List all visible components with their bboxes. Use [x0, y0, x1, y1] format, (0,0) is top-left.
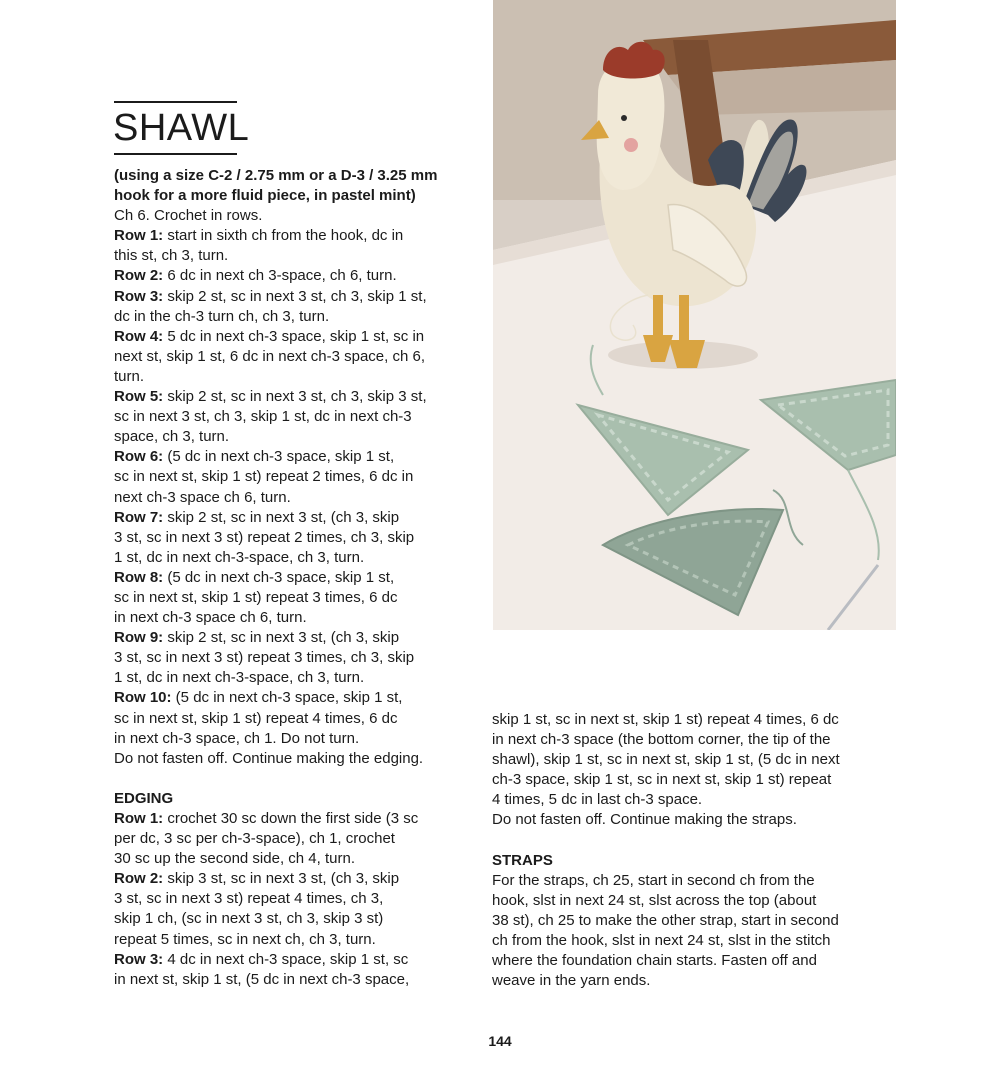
instruction-line: [114, 829, 464, 849]
row-label: Row 6:: [114, 448, 164, 466]
instruction-text: 5 dc in next ch-3 space, skip 1 st, sc in: [163, 327, 425, 345]
instruction-text: sc in next st, skip 1 st) repeat 2 times, 6 dc in: [114, 468, 414, 486]
instruction-line: [492, 911, 892, 931]
instruction-text: For the straps, ch 25, start in second ch from the: [492, 871, 815, 889]
instruction-text: skip 2 st, sc in next 3 st, ch 3, skip 3 st,: [163, 388, 427, 406]
instruction-text: skip 2 st, sc in next 3 st, ch 3, skip 1 st,: [163, 287, 427, 305]
row-label: (using a size C-2 / 2.75 mm or a D-3 / 3.25 mm: [114, 167, 438, 184]
instruction-text: 1 st, dc in next ch-3-space, ch 3, turn.: [114, 548, 365, 566]
instruction-line: [492, 770, 892, 790]
instruction-text: crochet 30 sc down the first side (3 sc: [163, 810, 419, 827]
instruction-line: [492, 871, 892, 891]
instruction-text: 6 dc in next ch 3-space, ch 6, turn.: [163, 267, 397, 285]
instruction-text: Do not fasten off. Continue making the edging.: [114, 749, 424, 767]
instruction-line: [114, 226, 464, 246]
instruction-line: [492, 790, 892, 810]
instruction-line: [114, 568, 464, 588]
page-title: SHAWL: [113, 107, 250, 149]
instruction-line: [114, 427, 464, 447]
instruction-text: skip 1 st, sc in next st, skip 1 st) repeat 4 times, 6 dc: [492, 711, 839, 728]
instruction-text: in next ch-3 space, ch 1. Do not turn.: [114, 729, 360, 747]
instruction-text: in next ch-3 space (the bottom corner, the tip of the: [492, 731, 831, 749]
instruction-line: [114, 528, 464, 548]
row-label: Row 9:: [114, 629, 164, 647]
instruction-text: skip 2 st, sc in next 3 st, (ch 3, skip: [163, 629, 400, 647]
row-label: Row 10:: [114, 689, 172, 707]
instruction-text: Ch 6. Crochet in rows.: [114, 207, 263, 225]
row-label: Row 2:: [114, 267, 164, 285]
instruction-line: [114, 467, 464, 487]
instruction-text: (5 dc in next ch-3 space, skip 1 st,: [171, 689, 403, 707]
instruction-line: [492, 931, 892, 951]
instruction-text: space, ch 3, turn.: [114, 428, 230, 446]
instruction-line: [114, 488, 464, 508]
row-label: Row 1:: [114, 810, 164, 827]
instruction-text: in next st, skip 1 st, (5 dc in next ch-3 space,: [114, 970, 410, 988]
instruction-line: [114, 508, 464, 528]
instruction-line: [114, 909, 464, 929]
row-label: Row 8:: [114, 568, 164, 586]
instruction-text: per dc, 3 sc per ch-3-space), ch 1, crochet: [114, 830, 395, 848]
instruction-line: [114, 970, 464, 990]
title-rule-top: [114, 101, 237, 103]
instruction-text: start in sixth ch from the hook, dc in: [163, 227, 404, 245]
instruction-line: [114, 266, 464, 286]
instruction-text: next st, skip 1 st, 6 dc in next ch-3 space, ch 6,: [114, 347, 425, 365]
instruction-line: [492, 730, 892, 750]
instruction-text: sc in next st, skip 1 st) repeat 3 times, 6 dc: [114, 588, 398, 606]
instruction-line: [492, 971, 892, 991]
instruction-text: skip 2 st, sc in next 3 st, (ch 3, skip: [163, 508, 400, 526]
instruction-line: [114, 729, 464, 749]
instruction-text: dc in the ch-3 turn ch, ch 3, turn.: [114, 307, 330, 325]
row-label: Row 5:: [114, 388, 164, 406]
paragraph-gap: [492, 831, 892, 851]
instruction-line: [114, 809, 464, 829]
instruction-text: ch from the hook, slst in next 24 st, slst in the stitch: [492, 932, 831, 950]
instruction-text: hook, slst in next 24 st, slst across the top (about: [492, 891, 817, 909]
instruction-line: [114, 327, 464, 347]
row-label: Row 3:: [114, 950, 164, 968]
instruction-line: [114, 186, 464, 206]
instruction-text: 3 st, sc in next 3 st) repeat 2 times, ch 3, skip: [114, 528, 415, 546]
instruction-line: [114, 387, 464, 407]
instruction-text: repeat 5 times, sc in next ch, ch 3, turn.: [114, 930, 376, 948]
instruction-text: skip 3 st, sc in next 3 st, (ch 3, skip: [163, 870, 400, 888]
instruction-text: 3 st, sc in next 3 st) repeat 4 times, ch 3,: [114, 890, 384, 908]
row-label: Row 2:: [114, 870, 164, 888]
instruction-line: [114, 447, 464, 467]
row-label: Row 3:: [114, 287, 164, 305]
instruction-line: [114, 749, 464, 769]
instruction-text: 38 st), ch 25 to make the other strap, start in second: [492, 911, 839, 929]
instruction-text: 4 dc in next ch-3 space, skip 1 st, sc: [163, 950, 409, 968]
instruction-text: shawl), skip 1 st, sc in next st, skip 1 st, (5 dc in next: [492, 751, 840, 769]
page-number: 144: [488, 1033, 512, 1049]
instruction-line: [114, 688, 464, 708]
instruction-text: (5 dc in next ch-3 space, skip 1 st,: [163, 448, 395, 466]
instruction-line: [114, 709, 464, 729]
instruction-text: (5 dc in next ch-3 space, skip 1 st,: [163, 568, 395, 586]
instruction-line: [114, 588, 464, 608]
instruction-line: [492, 810, 892, 830]
instructions-right-column: [492, 710, 892, 991]
instruction-line: [114, 206, 464, 226]
instruction-text: sc in next st, skip 1 st) repeat 4 times, 6 dc: [114, 709, 398, 727]
instruction-line: [492, 710, 892, 730]
title-rule-bottom: [114, 153, 237, 155]
instruction-text: sc in next 3 st, ch 3, skip 1 st, dc in next ch-3: [114, 408, 412, 426]
instruction-line: [114, 668, 464, 688]
section-heading: EDGING: [114, 789, 174, 807]
instruction-line: [114, 869, 464, 889]
instruction-text: turn.: [114, 367, 145, 385]
instruction-line: [114, 889, 464, 909]
row-label: Row 4:: [114, 327, 164, 345]
instruction-line: [492, 750, 892, 770]
row-label: hook for a more fluid piece, in pastel mint): [114, 187, 416, 205]
instruction-line: [114, 930, 464, 950]
instruction-line: [114, 950, 464, 970]
instruction-line: [114, 548, 464, 568]
instruction-text: skip 1 ch, (sc in next 3 st, ch 3, skip 3 st): [114, 910, 384, 928]
instruction-text: this st, ch 3, turn.: [114, 247, 229, 265]
instruction-text: 1 st, dc in next ch-3-space, ch 3, turn.: [114, 669, 365, 687]
instruction-line: [114, 608, 464, 628]
instruction-text: 3 st, sc in next 3 st) repeat 3 times, ch 3, skip: [114, 649, 415, 667]
instruction-line: [114, 166, 464, 186]
instruction-text: ch-3 space, skip 1 st, sc in next st, skip 1 st) repeat: [492, 771, 832, 789]
instruction-text: Do not fasten off. Continue making the straps.: [492, 811, 797, 829]
instruction-line: [492, 891, 892, 911]
section-heading: STRAPS: [492, 851, 553, 869]
row-label: Row 1:: [114, 227, 164, 245]
instruction-line: [114, 628, 464, 648]
row-label: Row 7:: [114, 508, 164, 526]
instruction-line: [114, 367, 464, 387]
instruction-line: [114, 287, 464, 307]
instruction-line: [114, 407, 464, 427]
paragraph-gap: [114, 769, 464, 789]
instruction-line: [114, 347, 464, 367]
instruction-line: [114, 648, 464, 668]
instruction-text: 4 times, 5 dc in last ch-3 space.: [492, 791, 703, 809]
instruction-line: [114, 246, 464, 266]
instruction-text: weave in the yarn ends.: [492, 972, 651, 990]
instructions-left-column: [114, 166, 464, 990]
instruction-line: [492, 951, 892, 971]
rooster-shawl-photo: [493, 0, 896, 630]
instruction-text: in next ch-3 space ch 6, turn.: [114, 609, 307, 627]
instruction-text: 30 sc up the second side, ch 4, turn.: [114, 850, 355, 868]
instruction-line: [114, 307, 464, 327]
instruction-line: [114, 849, 464, 869]
instruction-text: next ch-3 space ch 6, turn.: [114, 488, 291, 506]
instruction-text: where the foundation chain starts. Fasten off and: [492, 952, 817, 970]
